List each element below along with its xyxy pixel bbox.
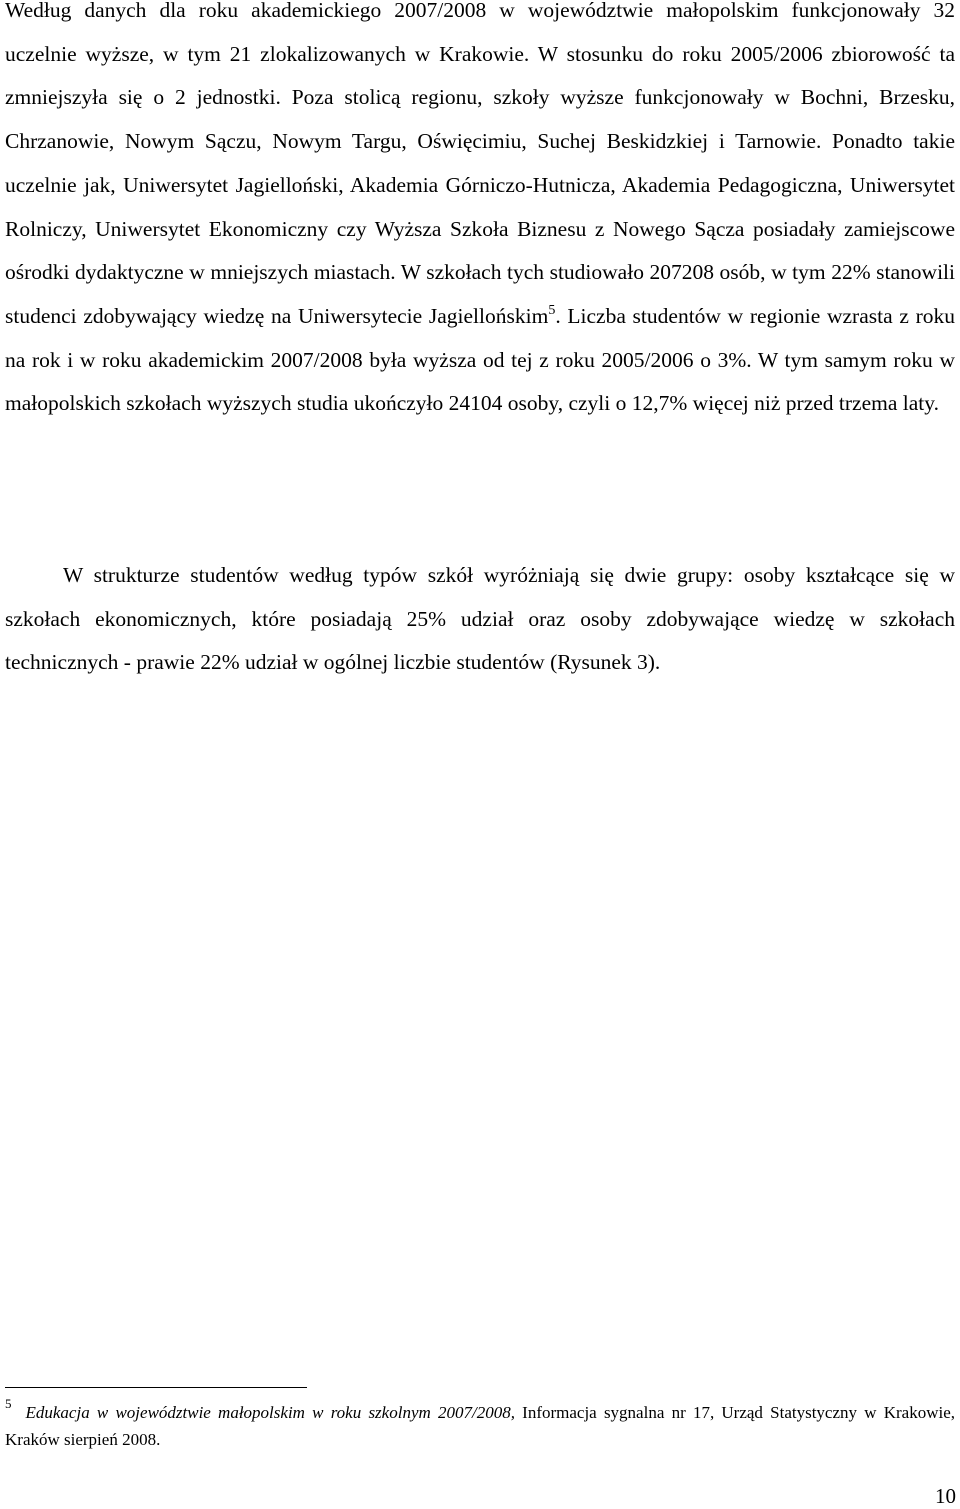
footnote-reference: 5: [548, 302, 556, 318]
paragraph-1-text: Według danych dla roku akademickiego 2007/2008 w województwie małopolskim funkcjonowały 32 uczelnie wyższe, w tym 21 zlokalizowanych w Krakowie. W stosunku do roku 2005/2006 zbiorowość ta zmniejszyła się o 2 jednostki. Poza stolicą regionu, szkoły wyższe funkcjonowały w Bochni, Brzesku, Chrzanowie, Nowym Sączu, Nowym Targu, Oświęcimiu, Suchej Beskidzkiej i Tarnowie. Ponadto takie uczelnie jak, Uniwersytet Jagielloński, Akademia Górniczo-Hutnicza, Akademia Pedagogiczna, Uniwersytet Rolniczy, Uniwersytet Ekonomiczny czy Wyższa Szkoła Biznesu z Nowego Sącza posiadały zamiejscowe ośrodki dydaktyczne w mniejszych miastach. W szkołach tych studiowało 207208 osób, w tym 22% stanowili studenci zdobywający wiedzę na Uniwersytecie Jagiellońskim: [5, 0, 955, 328]
footnote-source-details: Informacja sygnalna nr 17, Urząd Statystyczny w Krakowie, Kraków sierpień 2008.: [5, 1403, 955, 1449]
body-paragraph-1: [5, 0, 955, 426]
paragraph-1-text-continued: . Liczba studentów w regionie wzrasta z roku na rok i w roku akademickim 2007/2008 była wyższa od tej z roku 2005/2006 o 3%. W tym samym roku w małopolskich szkołach wyższych studia ukończyło 24104 osoby, czyli o 12,7% więcej niż przed trzema laty.: [5, 303, 955, 416]
footnote: [5, 1396, 955, 1453]
body-paragraph-2: W strukturze studentów według typów szkół wyróżniają się dwie grupy: osoby kształcące się w szkołach ekonomicznych, które posiadają 25% udział oraz osoby zdobywające wiedzę w szkołach technicznych - prawie 22% udział w ogólnej liczbie studentów (Rysunek 3).: [5, 563, 955, 675]
footnote-mark: 5: [5, 1396, 12, 1411]
footnote-separator: [5, 1387, 307, 1388]
page-number: 10: [935, 1484, 956, 1508]
footnote-source-title: Edukacja w województwie małopolskim w roku szkolnym 2007/2008,: [25, 1403, 515, 1422]
